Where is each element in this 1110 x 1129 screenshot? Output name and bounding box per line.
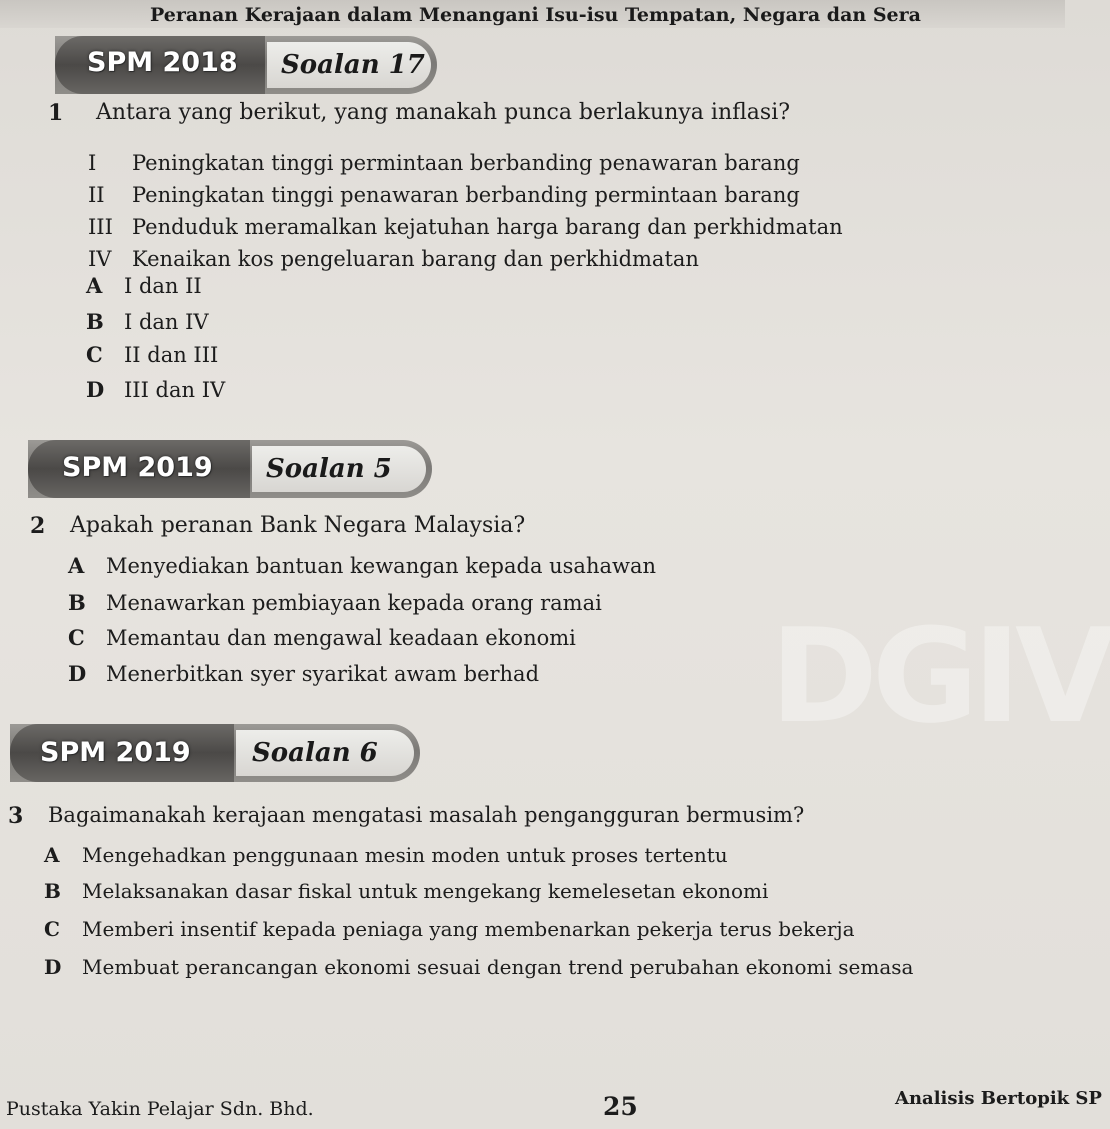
watermark-graphic: DGIV bbox=[770, 600, 1110, 752]
page-number: 25 bbox=[603, 1092, 638, 1121]
answer-option[interactable]: B I dan IV bbox=[86, 309, 209, 334]
statement-item: IV Kenaikan kos pengeluaran barang dan perkhidmatan bbox=[88, 247, 699, 271]
section-banner-2 bbox=[28, 440, 432, 498]
answer-option[interactable]: C II dan III bbox=[86, 342, 219, 367]
answer-option[interactable]: A Mengehadkan penggunaan mesin moden untuk proses tertentu bbox=[44, 843, 728, 867]
soalan-label: Soalan 5 bbox=[266, 454, 392, 484]
question-number: 3 bbox=[8, 803, 24, 829]
question-text: Bagaimanakah kerajaan mengatasi masalah pengangguran bermusim? bbox=[48, 803, 805, 827]
soalan-label: Soalan 6 bbox=[252, 738, 378, 768]
footer-publisher: Pustaka Yakin Pelajar Sdn. Bhd. bbox=[6, 1098, 314, 1120]
spm-year-label: SPM 2018 bbox=[87, 47, 238, 78]
answer-option[interactable]: D III dan IV bbox=[86, 377, 226, 402]
answer-option[interactable]: C Memberi insentif kepada peniaga yang membenarkan pekerja terus bekerja bbox=[44, 917, 855, 941]
answer-option[interactable]: B Melaksanakan dasar fiskal untuk mengekang kemelesetan ekonomi bbox=[44, 879, 769, 903]
answer-option[interactable]: A I dan II bbox=[86, 273, 202, 298]
answer-option[interactable]: B Menawarkan pembiayaan kepada orang ramai bbox=[68, 590, 602, 615]
statement-item: III Penduduk meramalkan kejatuhan harga barang dan perkhidmatan bbox=[88, 215, 843, 239]
question-text: Apakah peranan Bank Negara Malaysia? bbox=[70, 513, 526, 538]
statement-item: II Peningkatan tinggi penawaran berbanding permintaan barang bbox=[88, 183, 800, 207]
soalan-label: Soalan 17 bbox=[281, 50, 425, 80]
answer-option[interactable]: D Menerbitkan syer syarikat awam berhad bbox=[68, 661, 540, 686]
question-number: 2 bbox=[30, 513, 46, 539]
question-text: Antara yang berikut, yang manakah punca berlakunya inflasi? bbox=[96, 100, 791, 125]
question-number: 1 bbox=[48, 100, 64, 126]
chapter-title: Peranan Kerajaan dalam Menangani Isu-isu Tempatan, Negara dan Sera bbox=[150, 4, 921, 26]
spm-year-label: SPM 2019 bbox=[62, 452, 213, 483]
answer-option[interactable]: A Menyediakan bantuan kewangan kepada usahawan bbox=[68, 553, 657, 578]
footer-series: Analisis Bertopik SP bbox=[895, 1088, 1102, 1109]
answer-option[interactable]: C Memantau dan mengawal keadaan ekonomi bbox=[68, 625, 576, 650]
answer-option[interactable]: D Membuat perancangan ekonomi sesuai dengan trend perubahan ekonomi semasa bbox=[44, 955, 914, 979]
section-banner-3 bbox=[10, 724, 420, 782]
spm-year-label: SPM 2019 bbox=[40, 737, 191, 768]
section-banner-1 bbox=[55, 36, 437, 94]
statement-item: I Peningkatan tinggi permintaan berbanding penawaran barang bbox=[88, 151, 800, 175]
